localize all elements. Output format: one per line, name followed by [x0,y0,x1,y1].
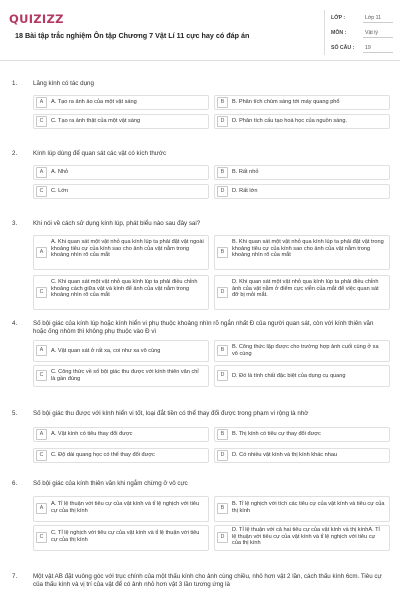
option-text: C. Tỉ lệ nghịch với tiêu cự của vật kính và tỉ lệ thuận với tiêu cự của thị kính [51,530,200,543]
meta-value: Vật lý [365,30,378,36]
option-letter: B [217,97,228,108]
option-b[interactable] [214,235,390,270]
option-letter: A [36,345,47,356]
option-a[interactable] [33,427,209,442]
option-text: C. Độ dài quang học có thể thay đổi được [51,452,155,458]
meta-label: LỚP : [331,15,346,21]
option-letter: D [217,370,228,381]
option-text: A. Tạo ra ảnh ảo của một vật sáng [51,99,137,105]
option-d[interactable] [214,525,390,551]
question-text: Lăng kính có tác dụng [33,80,94,87]
question-text: Khi nói về cách sử dụng kính lúp, phát biểu nào sau đây sai? [33,220,201,227]
meta-underline [363,52,393,53]
option-d[interactable] [214,275,390,310]
option-letter: B [217,429,228,440]
option-letter: C [36,370,47,381]
option-a[interactable] [33,235,209,270]
worksheet-title: 18 Bài tập trắc nghiệm Ôn tập Chương 7 Vật Lí 11 cực hay có đáp án [15,31,250,40]
option-text: B. Rất nhỏ [232,169,259,175]
option-letter: B [217,503,228,514]
option-letter: C [36,450,47,461]
meta-underline [363,22,393,23]
meta-label: SỐ CÂU : [331,45,355,51]
option-text: B. Thị kính có tiêu cự thay đổi được [232,431,321,437]
option-d[interactable] [214,365,390,387]
option-letter: A [36,503,47,514]
option-text: C. Tạo ra ảnh thật của một vật sáng [51,118,141,124]
option-letter: C [36,116,47,127]
meta-row-subject [325,25,397,40]
option-a[interactable] [33,165,209,180]
option-d[interactable] [214,114,390,129]
question-number: 2. [12,150,18,157]
question-number: 4. [12,320,18,327]
option-text: B. Tỉ lệ nghịch với tích các tiêu cự của vật kính và tiêu cự của thị kính [232,501,385,514]
option-d[interactable] [214,448,390,463]
option-text: B. Công thức lập được cho trường hợp ảnh cuối cùng ở xa vô cùng [232,344,379,357]
option-a[interactable] [33,340,209,362]
option-c[interactable] [33,365,209,387]
quizizz-logo: QUIZIZZ [9,12,64,26]
option-text: B. Khi quan sát một vật nhỏ qua kính lúp ta phải đặt vật trong khoảng tiêu cự của kính sao cho ảnh của vật nằm trong khoảng nhìn rõ của mắt [232,239,384,259]
question-text: Một vật AB đặt vuông góc với trục chính của một thấu kính cho ảnh cùng chiều, nhỏ hơn vật 2 lần, cách thấu kính 6cm. Tiêu cự của thấu kính và vị trí của vật để có ảnh nhỏ hơn vật 3 lần tương ứng là [33,573,382,588]
option-b[interactable] [214,427,390,442]
option-letter: C [36,186,47,197]
option-letter: C [36,287,47,298]
meta-row-count [325,40,397,55]
meta-panel [324,10,397,55]
option-letter: B [217,345,228,356]
question-text: Số bội giác thu được với kính hiển vi tốt, loại đắt tiền có thể thay đổi được trong phạm vi rộng là nhờ [33,410,309,417]
meta-label: MÔN : [331,30,347,36]
option-letter: A [36,429,47,440]
option-letter: D [217,532,228,543]
option-text: D. Phân tích cấu tạo hoá học của nguồn sáng. [232,118,348,124]
option-text: C. Lớn [51,188,69,194]
option-text: A. Khi quan sát một vật nhỏ qua kính lúp ta phải đặt vật ngoài khoảng tiêu cự của kính sao cho ảnh của vật nằm trong khoảng nhìn rõ của mắt [51,239,204,259]
option-letter: D [217,450,228,461]
option-d[interactable] [214,184,390,199]
meta-underline [363,37,393,38]
option-text: D. Có nhiều vật kính và thị kính khác nhau [232,452,338,458]
meta-value: 19 [365,45,371,51]
option-text: A. Vật quan sát ở rất xa, coi như xa vô cùng [51,348,161,354]
question-text: Số bội giác của kính thiên văn khi ngắm chừng ở vô cực [33,480,188,487]
question-text: Kính lúp dùng để quan sát các vật có kích thước [33,150,167,157]
option-text: B. Phân tích chùm sáng tới máy quang phổ [232,99,340,105]
option-text: D. Rất lớn [232,188,258,194]
option-c[interactable] [33,448,209,463]
option-letter: D [217,186,228,197]
question-number: 5. [12,410,18,417]
worksheet-header [0,0,400,61]
option-letter: C [36,532,47,543]
question-number: 6. [12,480,18,487]
meta-value: Lớp 11 [365,15,381,21]
option-text: C. Công thức về số bội giác thu được với kính thiên văn chỉ là gần đúng [51,369,199,382]
question-number: 1. [12,80,18,87]
option-text: D. Đó là tính chất đặc biệt của dụng cụ quang [232,373,346,379]
option-c[interactable] [33,184,209,199]
option-b[interactable] [214,95,390,110]
option-letter: A [36,167,47,178]
option-letter: B [217,247,228,258]
option-letter: D [217,287,228,298]
option-a[interactable] [33,496,209,522]
option-letter: A [36,247,47,258]
option-b[interactable] [214,165,390,180]
option-text: A. Nhỏ [51,169,69,175]
option-text: A. Vật kính có tiêu thay đổi được [51,431,133,437]
option-c[interactable] [33,275,209,310]
question-text: Số bội giác của kính lúp hoặc kính hiển vi phụ thuộc khoảng nhìn rõ ngắn nhất Đ của người quan sát, còn với kính thiên văn hoặc ống nhòm thì không phụ thuộc vào Đ vì [33,320,374,335]
meta-row-class [325,10,397,25]
option-letter: B [217,167,228,178]
option-letter: D [217,116,228,127]
option-c[interactable] [33,525,209,551]
option-c[interactable] [33,114,209,129]
option-a[interactable] [33,95,209,110]
option-letter: A [36,97,47,108]
option-text: D. Khi quan sát một vật nhỏ qua kính lúp ta phải điều chỉnh ảnh của vật nằm ở điểm cực viễn của mắt để việc quan sát đỡ bị mỏi mắt. [232,279,379,299]
option-b[interactable] [214,496,390,522]
option-text: D. Tỉ lệ thuận với cả hai tiêu cự của vật kính và thị kínhA. Tỉ lệ thuận với tiêu cự của vật kính và tỉ lệ nghịch với tiêu cự của thị kính [232,527,380,547]
option-b[interactable] [214,340,390,362]
option-text: C. Khi quan sát một vật nhỏ qua kính lúp ta phải điều chỉnh khoảng cách giữa vật và kính để ảnh của vật nằm trong khoảng nhìn rõ của mắt [51,279,198,299]
question-number: 7. [12,573,18,580]
option-text: A. Tỉ lệ thuận với tiêu cự của vật kính và tỉ lệ nghịch với tiêu cự của thị kính [51,501,200,514]
question-number: 3. [12,220,18,227]
